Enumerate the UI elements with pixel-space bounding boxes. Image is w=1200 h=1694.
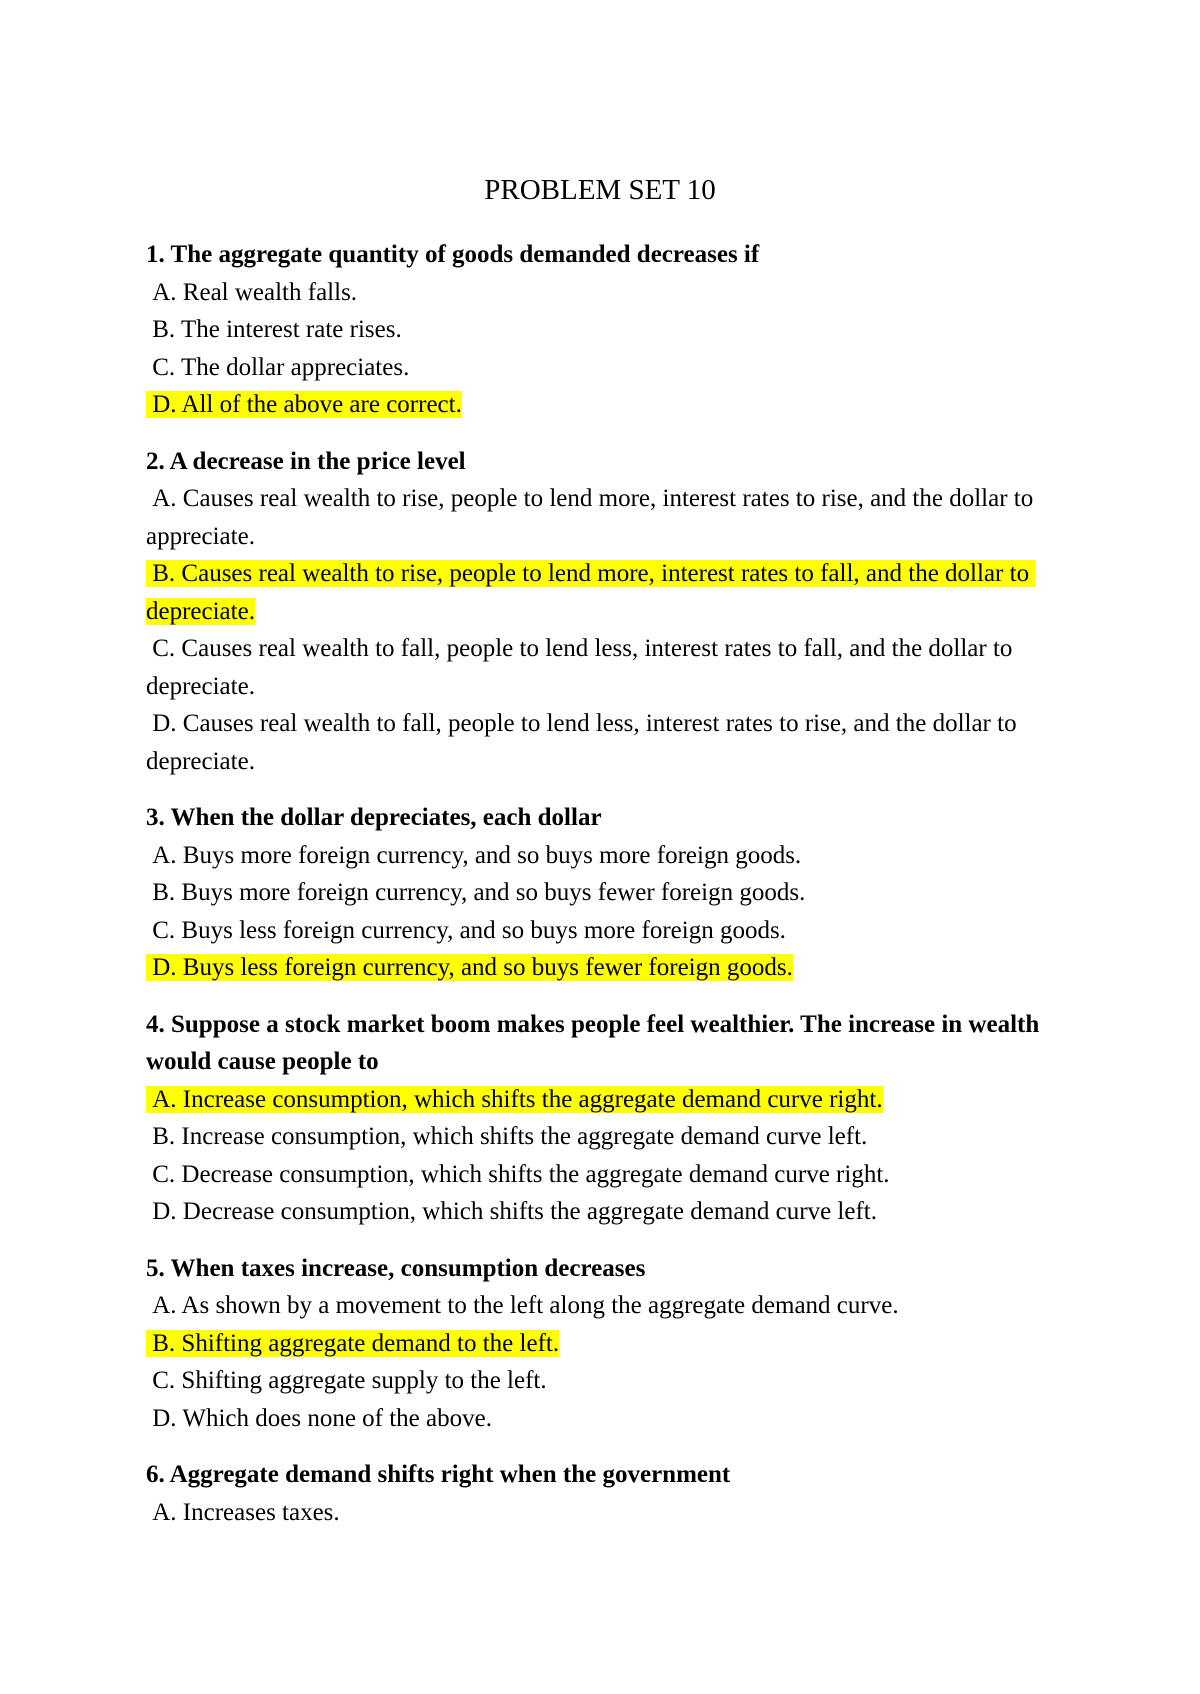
- answer-option: [146, 349, 1066, 387]
- answer-text: D. Causes real wealth to fall, people to lend less, interest rates to rise, and the dollar to depreciate.: [146, 710, 1023, 775]
- answer-option: [146, 1362, 1066, 1400]
- answer-option: [146, 1494, 1066, 1532]
- answer-option: [146, 1156, 1066, 1194]
- answer-text: A. Real wealth falls.: [146, 278, 358, 306]
- answer-option: [146, 386, 1066, 424]
- question-stem: 4. Suppose a stock market boom makes people feel wealthier. The increase in wealth would cause people to: [146, 1010, 1040, 1075]
- answer-option: [146, 1193, 1066, 1231]
- answer-option: [146, 311, 1066, 349]
- question-4: [146, 1006, 1066, 1231]
- question-5: [146, 1250, 1066, 1438]
- answer-option: [146, 555, 1066, 630]
- answer-option: [146, 274, 1066, 312]
- answer-option: [146, 874, 1066, 912]
- question-1: [146, 236, 1066, 424]
- answer-option: [146, 1400, 1066, 1438]
- answer-option: [146, 837, 1066, 875]
- question-stem: 1. The aggregate quantity of goods demanded decreases if: [146, 241, 760, 268]
- answer-text: C. Decrease consumption, which shifts the aggregate demand curve right.: [146, 1160, 890, 1188]
- answer-option: [146, 705, 1066, 780]
- answer-option: [146, 1287, 1066, 1325]
- answer-option: [146, 1325, 1066, 1363]
- question-stem: 5. When taxes increase, consumption decreases: [146, 1254, 646, 1282]
- question-stem: 2. A decrease in the price level: [146, 447, 466, 475]
- answer-text: A. Increases taxes.: [146, 1498, 340, 1526]
- question-6: [146, 1456, 1066, 1531]
- answer-option: [146, 1081, 1066, 1119]
- answer-text: B. Buys more foreign currency, and so buys fewer foreign goods.: [146, 879, 806, 906]
- answer-option: [146, 1118, 1066, 1156]
- questions-list: [146, 236, 1066, 1550]
- answer-text: C. Causes real wealth to fall, people to lend less, interest rates to fall, and the dollar to depreciate.: [146, 635, 1019, 700]
- answer-text: B. The interest rate rises.: [146, 316, 402, 343]
- answer-text: A. As shown by a movement to the left along the aggregate demand curve.: [146, 1292, 899, 1319]
- highlighted-answer: A. Increase consumption, which shifts the aggregate demand curve right.: [146, 1085, 883, 1113]
- question-stem: 3. When the dollar depreciates, each dollar: [146, 804, 602, 831]
- answer-text: A. Causes real wealth to rise, people to lend more, interest rates to rise, and the dollar to appreciate.: [146, 485, 1040, 550]
- question-3: [146, 799, 1066, 987]
- answer-option: [146, 630, 1066, 705]
- highlighted-answer: B. Shifting aggregate demand to the left.: [146, 1329, 560, 1357]
- answer-text: D. Which does none of the above.: [146, 1404, 492, 1432]
- answer-text: A. Buys more foreign currency, and so buys more foreign goods.: [146, 841, 802, 869]
- question-stem: 6. Aggregate demand shifts right when the government: [146, 1461, 731, 1488]
- answer-text: B. Increase consumption, which shifts the aggregate demand curve left.: [146, 1123, 868, 1150]
- answer-text: C. Shifting aggregate supply to the left.: [146, 1367, 547, 1394]
- highlighted-answer: B. Causes real wealth to rise, people to lend more, interest rates to fall, and the dollar to depreciate.: [146, 560, 1036, 625]
- answer-option: [146, 480, 1066, 555]
- answer-text: C. Buys less foreign currency, and so buys more foreign goods.: [146, 916, 786, 944]
- answer-option: [146, 912, 1066, 950]
- highlighted-answer: D. All of the above are correct.: [146, 391, 462, 418]
- answer-text: C. The dollar appreciates.: [146, 353, 410, 381]
- answer-text: D. Decrease consumption, which shifts the aggregate demand curve left.: [146, 1198, 877, 1225]
- page-title: PROBLEM SET 10: [484, 174, 716, 206]
- question-2: [146, 443, 1066, 781]
- answer-option: [146, 949, 1066, 987]
- highlighted-answer: D. Buys less foreign currency, and so buys fewer foreign goods.: [146, 954, 793, 981]
